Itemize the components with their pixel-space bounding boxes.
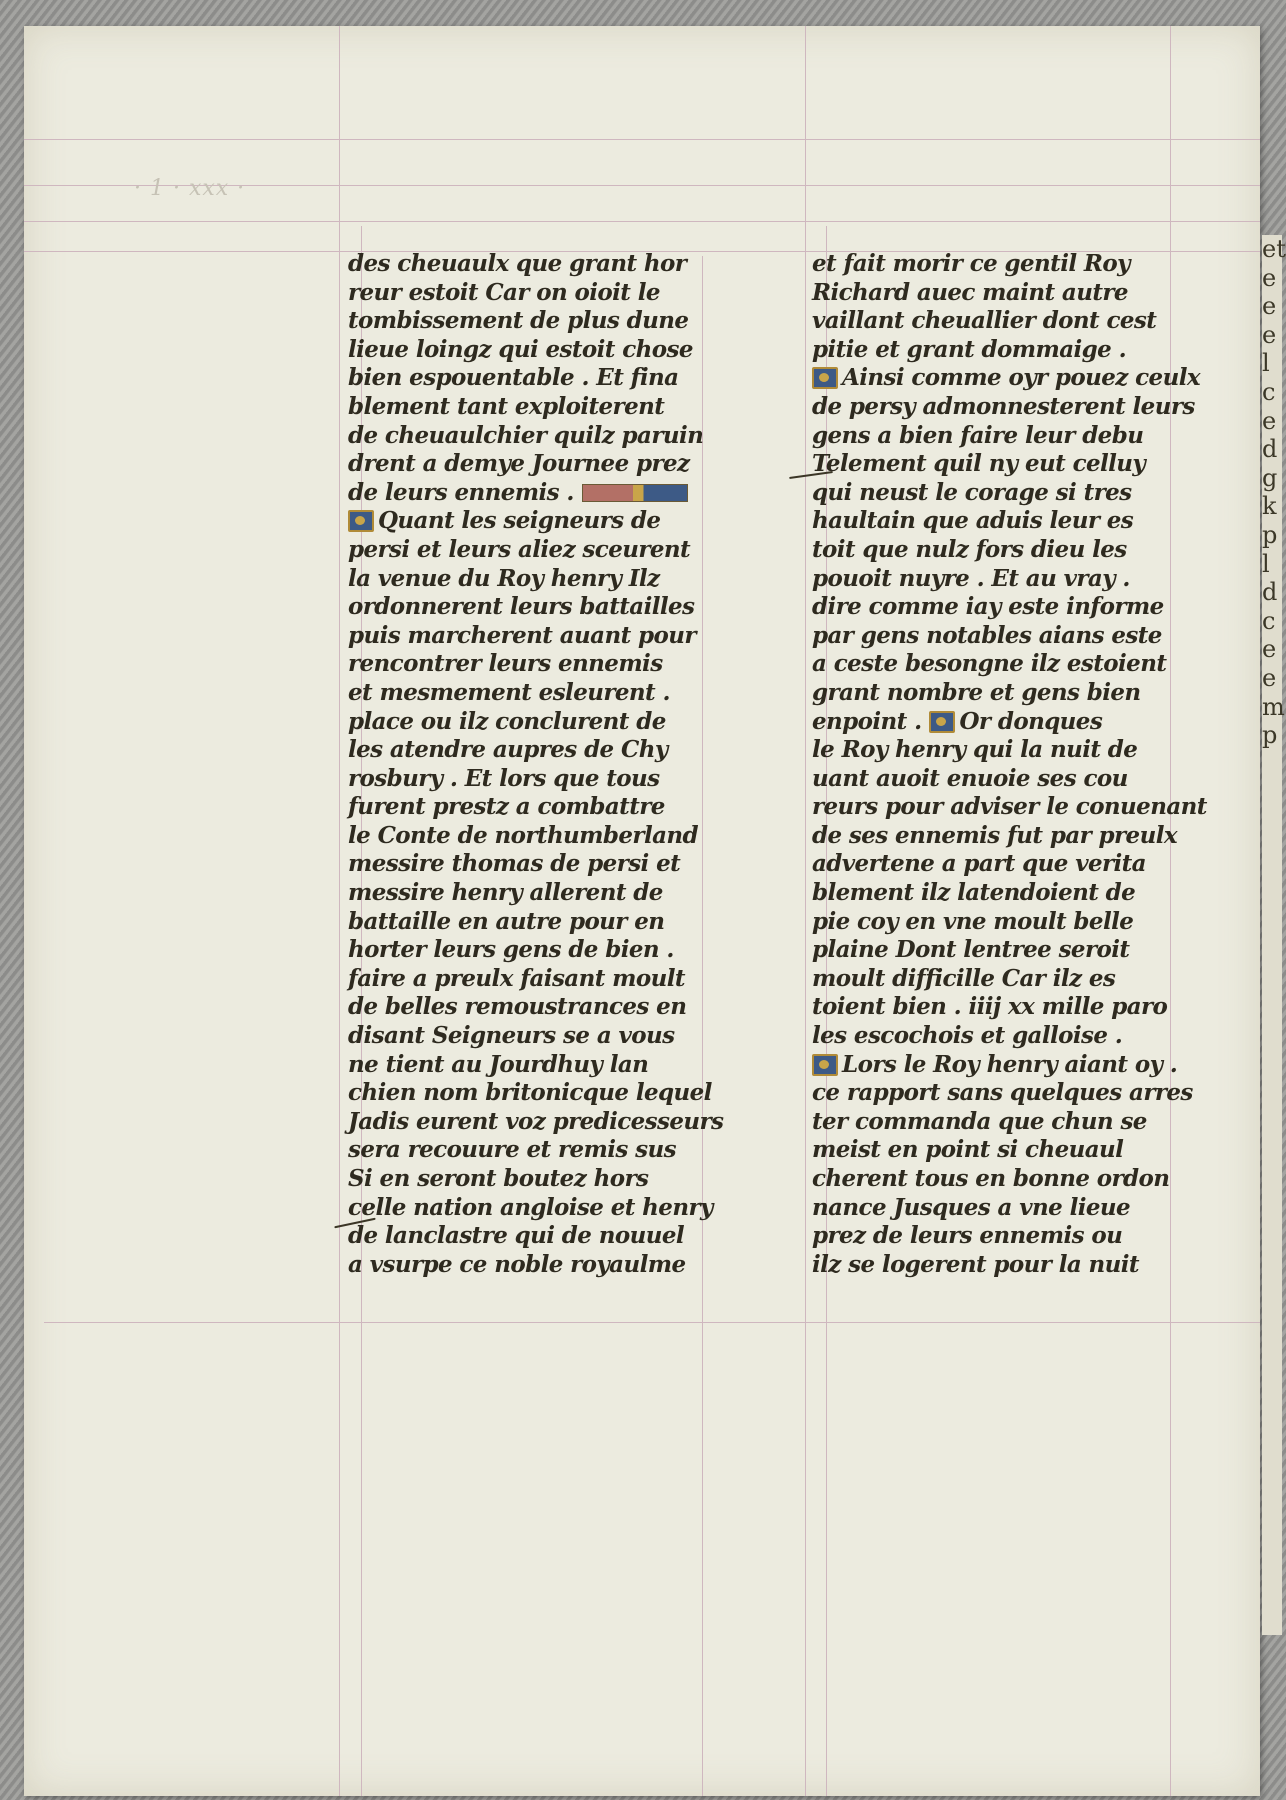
text-line [348,1022,718,1051]
line-text: ne tient au Jourdhuy lan [348,1050,649,1078]
text-line [348,1136,718,1165]
next-leaf-fragment: l [1262,349,1270,378]
line-text: Ainsi comme oyr pouez ceulx [842,364,1200,392]
top-ruling-line [24,139,1260,140]
next-leaf-fragment: d [1262,578,1278,607]
line-text: de cheuaulchier quilz paruin [348,421,704,449]
line-text: rencontrer leurs ennemis [348,650,663,678]
text-line [348,1251,718,1280]
text-line [812,908,1197,937]
text-line [812,336,1197,365]
line-text: messire thomas de persi et [348,850,681,878]
line-text: rosbury . Et lors que tous [348,764,660,792]
text-line [812,593,1197,622]
line-text: enpoint . [812,707,922,735]
text-line [348,679,718,708]
line-text: uant auoit enuoie ses cou [812,764,1128,792]
line-text: blement tant exploiterent [348,392,665,420]
text-line [348,336,718,365]
text-line [812,507,1197,536]
line-text: moult difficille Car ilz es [812,964,1116,992]
text-line [348,279,718,308]
text-line [812,679,1197,708]
text-line [812,793,1207,822]
text-line [348,965,718,994]
text-line [348,450,718,479]
text-line [812,1251,1197,1280]
line-text: dire comme iay este informe [812,593,1164,621]
text-line [348,993,718,1022]
line-text: sera recouure et remis sus [348,1136,676,1164]
line-text: et mesmement esleurent . [348,678,670,706]
line-text: des cheuaulx que grant hor [348,250,687,277]
line-filler-ornament [582,484,688,502]
next-leaf-edge [1262,235,1286,1635]
text-line [812,850,1197,879]
text-line [348,250,718,279]
line-text: Or donques [959,707,1103,735]
text-line [348,364,718,393]
line-text: persi et leurs aliez sceurent [348,535,691,563]
text-line [348,1194,718,1223]
text-line [348,593,718,622]
line-text: pouoit nuyre . Et au vray . [812,564,1130,592]
top-ruling-line [24,221,1260,222]
illuminated-initial-icon [929,711,955,733]
text-line [348,936,718,965]
margin-note: · 1 · xxx · [134,176,246,201]
line-text: disant Seigneurs se a vous [348,1022,675,1050]
line-text: le Roy henry qui la nuit de [812,736,1138,764]
next-leaf-fragment: p [1262,721,1278,750]
text-line [812,1136,1197,1165]
text-line [348,1222,718,1251]
next-leaf-fragment: k [1262,492,1277,521]
line-text: reurs pour adviser le conuenant [812,793,1207,821]
text-column-left [348,250,724,1279]
line-text: bien espouentable . Et fina [348,364,679,392]
line-text: blement ilz latendoient de [812,879,1136,907]
text-line [812,307,1197,336]
text-line [812,536,1197,565]
text-line [348,1107,724,1137]
line-text: de belles remoustrances en [348,993,687,1021]
line-text: qui neust le corage si tres [812,478,1132,506]
next-leaf-fragment: e [1262,320,1277,349]
next-leaf-fragment: p [1262,520,1278,549]
line-text: Quant les seigneurs de [378,507,661,535]
line-text: pie coy en vne moult belle [812,907,1134,935]
line-text: pitie et grant dommaige . [812,335,1127,363]
line-text: cherent tous en bonne ordon [812,1165,1170,1192]
text-line [812,736,1197,765]
text-line [812,422,1197,451]
line-text: a ceste besongne ilz estoient [812,650,1167,678]
illuminated-initial-icon [348,510,374,532]
line-text: haultain que aduis leur es [812,507,1134,535]
text-line [348,908,718,937]
line-text: messire henry allerent de [348,879,663,907]
line-text: tombissement de plus dune [348,307,689,335]
text-line [348,1165,718,1194]
next-leaf-fragment: et [1262,235,1286,263]
line-text: les atendre aupres de Chy [348,736,668,764]
line-text: de ses ennemis fut par preulx [812,821,1177,849]
line-text: horter leurs gens de bien . [348,936,674,964]
line-text: ce rapport sans quelques arres [812,1079,1193,1107]
line-text: et fait morir ce gentil Roy [812,250,1130,277]
line-text: ter commanda que chun se [812,1107,1147,1135]
text-line [812,1222,1197,1251]
text-line [812,1194,1197,1223]
text-column-right [812,250,1207,1279]
text-line [348,736,718,765]
text-line [812,1165,1197,1194]
text-line [348,879,718,908]
line-text: Jadis eurent voz predicesseurs [348,1107,724,1135]
text-line [812,279,1197,308]
text-line [812,479,1197,508]
text-line [812,936,1197,965]
next-leaf-fragment: e [1262,292,1277,321]
next-leaf-fragment: e [1262,635,1277,664]
text-line [348,765,718,794]
text-line [348,622,718,651]
text-line [812,450,1197,479]
next-leaf-fragment: c [1262,377,1276,406]
line-text: reur estoit Car on oioit le [348,278,660,306]
text-line [348,1079,718,1108]
line-text: celle nation angloise et henry [348,1193,713,1221]
text-line [812,1051,1197,1080]
line-text: furent prestz a combattre [348,793,665,821]
text-line [348,536,718,565]
text-line [812,993,1197,1022]
line-text: gens a bien faire leur debu [812,421,1144,449]
line-text: puis marcherent auant pour [348,621,696,649]
line-text: drent a demye Journee prez [348,450,690,478]
line-text: la venue du Roy henry Ilz [348,564,660,592]
next-leaf-fragment: m [1262,692,1285,721]
line-text: battaille en autre pour en [348,907,665,935]
illuminated-initial-icon [812,1054,838,1076]
next-leaf-fragment: e [1262,406,1277,435]
line-text: toit que nulz fors dieu les [812,535,1127,563]
line-text: advertene a part que verita [812,850,1146,878]
text-line [348,793,718,822]
text-line [812,364,1200,393]
text-line [348,422,718,451]
line-text: de leurs ennemis . [348,478,574,506]
text-line [812,822,1197,851]
text-line [812,1108,1197,1137]
text-line [812,879,1197,908]
text-line [348,822,718,851]
text-line [348,479,718,508]
line-text: grant nombre et gens bien [812,678,1141,706]
text-line [812,565,1197,594]
line-text: les escochois et galloise . [812,1022,1123,1050]
text-line [348,708,718,737]
line-text: le Conte de northumberland [348,821,698,849]
text-line [812,765,1197,794]
text-line [812,965,1197,994]
line-text: par gens notables aians este [812,621,1162,649]
text-line [812,708,1197,737]
center-bounding-line [805,26,806,1796]
left-bounding-line [339,26,340,1796]
line-text: meist en point si cheuaul [812,1136,1124,1164]
next-leaf-fragment: c [1262,606,1276,635]
next-leaf-fragment: d [1262,435,1278,464]
text-line [348,393,718,422]
text-line [348,1051,718,1080]
next-leaf-fragment: e [1262,663,1277,692]
text-line [348,850,718,879]
text-line [812,1079,1197,1108]
bottom-ruling-line [44,1322,1260,1323]
illuminated-initial-icon [812,367,838,389]
line-text: a vsurpe ce noble royaulme [348,1250,686,1278]
text-line [812,650,1197,679]
line-text: nance Jusques a vne lieue [812,1193,1131,1221]
text-line [348,565,718,594]
text-line [348,507,718,536]
line-text: Telement quil ny eut celluy [812,450,1146,478]
line-text: vaillant cheuallier dont cest [812,307,1157,335]
line-text: ilz se logerent pour la nuit [812,1250,1139,1278]
line-text: Si en seront boutez hors [348,1165,649,1192]
line-text: lieue loingz qui estoit chose [348,335,693,363]
line-text: Lors le Roy henry aiant oy . [842,1050,1178,1078]
text-line [812,1022,1197,1051]
line-text: chien nom britonicque lequel [348,1079,712,1107]
line-text: place ou ilz conclurent de [348,707,666,735]
line-text: prez de leurs ennemis ou [812,1222,1123,1250]
line-text: Richard auec maint autre [812,278,1128,306]
line-text: de persy admonnesterent leurs [812,392,1195,420]
line-text: plaine Dont lentree seroit [812,936,1130,964]
text-line [812,250,1197,279]
text-line [348,307,718,336]
line-text: de lanclastre qui de nouuel [348,1222,685,1250]
next-leaf-fragment: e [1262,263,1277,292]
line-text: toient bien . iiij xx mille paro [812,993,1168,1021]
next-leaf-fragment: l [1262,549,1270,578]
next-leaf-fragment: g [1262,463,1278,492]
text-line [348,650,718,679]
text-line [812,393,1197,422]
line-text: faire a preulx faisant moult [348,964,685,992]
line-text: ordonnerent leurs battailles [348,593,695,621]
text-line [812,622,1197,651]
